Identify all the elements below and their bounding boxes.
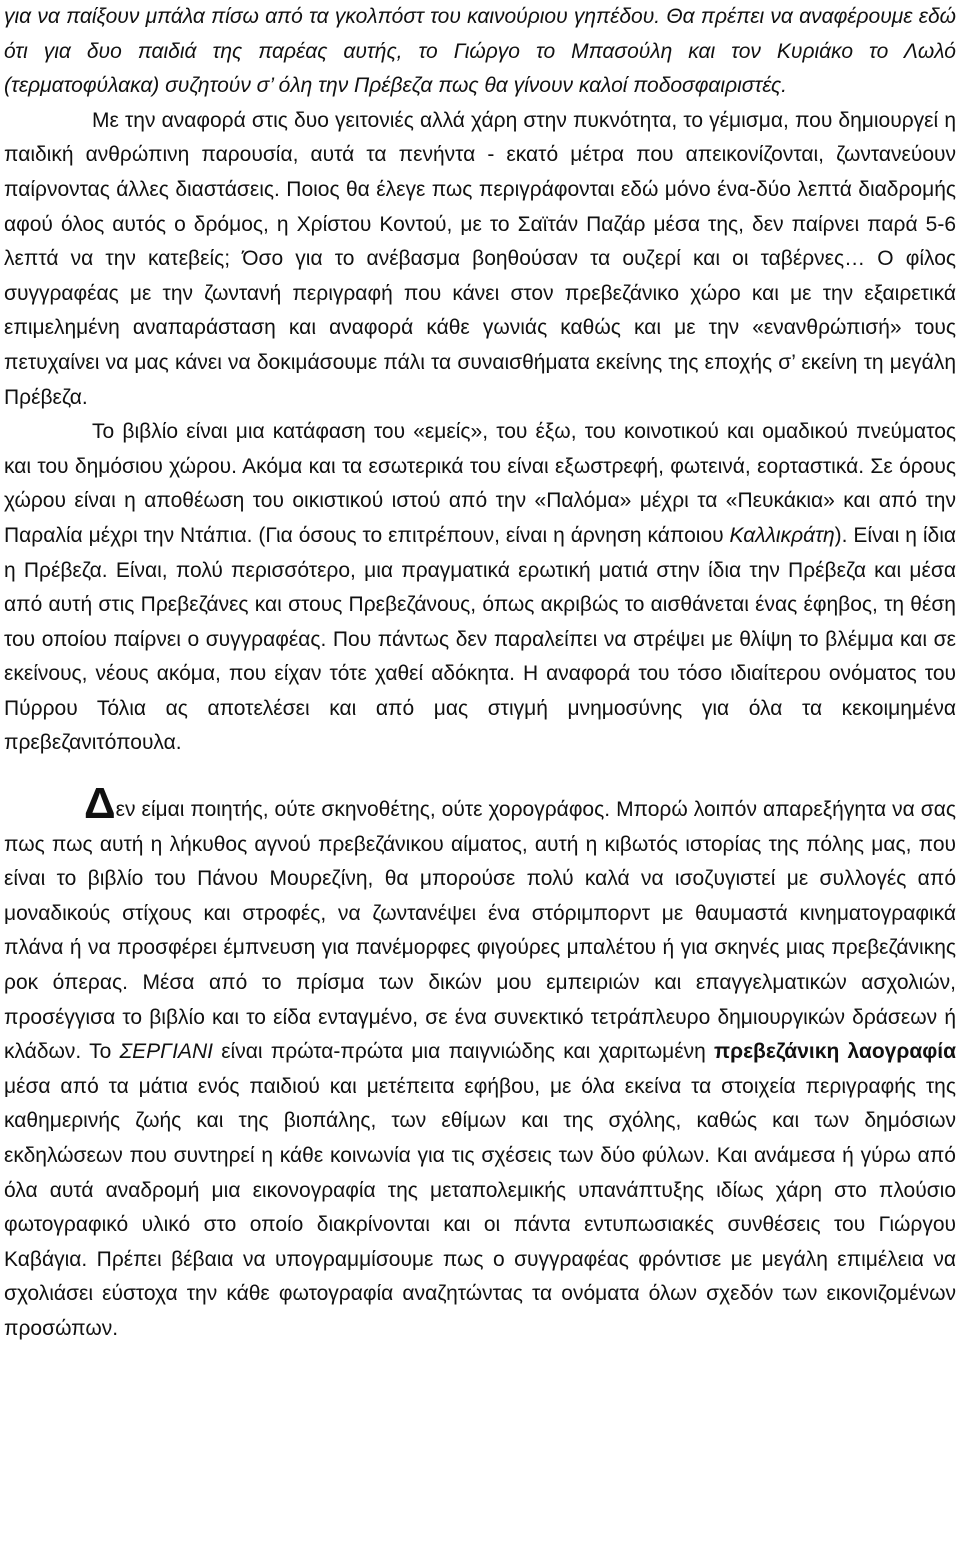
paragraph-neighborhoods	[4, 104, 956, 415]
paragraph-neighborhoods-text: Με την αναφορά στις δυο γειτονιές αλλά χάρη στην πυκνότητα, το γέμισμα, που δημιουργεί η παιδική ανθρώπινη παρουσία, αυτά τα πενήντα - εκατό μέτρα που απεικονίζονται, ζωντανεύουν παίρνοντας άλλες διαστάσεις. Ποιος θα έλεγε πως περιγράφονται εδώ μόνο ένα-δύο λεπτά διαδρομής αφού όλος αυτός ο δρόμος, η Χρίστου Κοντού, με το Σαϊτάν Παζάρ μέσα της, δεν παίρνει παρά 5-6 λεπτά να την κατεβείς; Όσο για το ανέβασμα βοηθούσαν τα ουζερί και οι ταβέρνες… Ο φίλος συγγραφέας με την ζωντανή περιγραφή που κάνει στον πρεβεζάνικο χώρο και με την εξαιρετικά επιμελημένη αναπαράσταση και αναφορά κάθε γωνιάς καθώς και με την «ενανθρώπισή» τους πετυχαίνει να μας κάνει να δοκιμάσουμε πάλι τα συναισθήματα εκείνης της εποχής σ’ εκείνη τη μεγάλη Πρέβεζα.	[4, 108, 956, 409]
paragraph-intro-text: για να παίξουν μπάλα πίσω από τα γκολπόστ του καινούριου γηπέδου. Θα πρέπει να αναφέρουμε εδώ ότι για δυο παιδιά της παρέας αυτής, το Γιώργο το Μπασούλη και τον Κυριάκο το Λωλό (τερματοφύλακα) συζητούν σ’ όλη την Πρέβεζα πως θα γίνουν καλοί ποδοσφαιριστές.	[4, 5, 956, 98]
paragraph-book-affirmation-text-1: Το βιβλίο είναι μια κατάφαση του «εμείς», του έξω, του κοινοτικού και ομαδικού πνεύματος και του δημόσιου χώρου. Ακόμα και τα εσωτερικά του είναι εξωστρεφή, φωτεινά, εορταστικά. Σε όρους χώρου είναι η αποθέωση του οικιστικού ιστού από την «Παλόμα» μέχρι τα «Πευκάκια» και από την Παραλία μέχρι την Ντάπια. (Για όσους το επιτρέπουν, είναι η άρνηση κάποιου	[4, 420, 956, 547]
paragraph-intro-italic	[4, 0, 956, 104]
paragraph-dropcap-text-2: είναι πρώτα-πρώτα μια παιγνιώδης και χαριτωμένη	[212, 1040, 714, 1064]
document-body	[4, 0, 956, 1347]
folklore-bold: πρεβεζάνικη λαογραφία	[714, 1040, 957, 1064]
paragraph-dropcap	[4, 779, 957, 1347]
paragraph-book-affirmation	[4, 415, 956, 761]
paragraph-book-affirmation-text-2: ). Είναι η ίδια η Πρέβεζα. Είναι, πολύ περισσότερο, μια πραγματικά ερωτική ματιά στην ίδια την Πρέβεζα και μέσα από αυτή στις Πρεβεζάνες και στους Πρεβεζάνους, όπως ακριβώς το αισθάνεται ένας έφηβος, τη θέση του οποίου παίρνει ο συγγραφέας. Που πάντως δεν παραλείπει να στρέψει με θλίψη το βλέμμα και σε εκείνους, νέους ακόμα, που είχαν τότε χαθεί αδόκητα. Η αναφορά του τόσο ιδιαίτερου ονόματος του Πύρρου Τόλια ας αποτελέσει και από μας στιγμή μνημοσύνης για όλα τα κεκοιμημένα πρεβεζανιτόπουλα.	[4, 523, 957, 755]
paragraph-dropcap-text-3: μέσα από τα μάτια ενός παιδιού και μετέπειτα εφήβου, με όλα εκείνα τα στοιχεία περιγραφής της καθημερινής ζωής και της βιοπάλης, των εθίμων και της σχόλης, καθώς και των δημόσιων εκδηλώσεων που συντηρεί η κάθε κοινωνία για τις σχέσεις των δύο φύλων. Και ανάμεσα ή γύρω από όλα αυτά αναδρομή μια εικονογραφία της μεταπολεμικής υπανάπτυξης ιδίως χάρη στο πλούσιο φωτογραφικό υλικό στο οποίο διακρίνονται και οι πάντα εντυπωσιακές συνθέσεις του Γιώργου Καβάγια. Πρέπει βέβαια να υπογραμμίσουμε πως ο συγγραφέας φρόντισε με μεγάλη επιμέλεια να σχολιάσει εύστοχα την κάθε φωτογραφία αναζητώντας τα ονόματα όλων σχεδόν των εικονιζομένων προσώπων.	[4, 1074, 956, 1340]
kallikratis-italic: Καλλικράτη	[729, 523, 835, 547]
paragraph-dropcap-text-1: εν είμαι ποιητής, ούτε σκηνοθέτης, ούτε χορογράφος. Μπορώ λοιπόν απαρεξήγητα να σας πως πως αυτή η λήκυθος αγνού πρεβεζάνικου αίματος, αυτή η κιβωτός ιστορίας της πόλης μας, που είναι το βιβλίο του Πάνου Μουρεζίνη, θα μπορούσε πολύ καλά να ισοζυγιστεί με συλλογές από μοναδικούς στίχους και στροφές, να ζωντανέψει ένα στόριμπορντ με θαυμαστά κινηματογραφικά πλάνα ή να προσφέρει έμπνευση για πανέμορφες φιγούρες μπαλέτου ή για σκηνές μιας πρεβεζάνικης ροκ όπερας. Μέσα από το πρίσμα των δικών μου εμπειριών και επαγγελματικών ασχολιών, προσέγγισα το βιβλίο και το είδα ενταγμένο, σε ένα συνεκτικό τετράπλευρο δημιουργικών δράσεων ή κλάδων. Το	[4, 798, 956, 1064]
drop-cap-letter: Δ	[84, 779, 116, 829]
sergiani-italic: ΣΕΡΓΙΑΝΙ	[119, 1040, 213, 1064]
